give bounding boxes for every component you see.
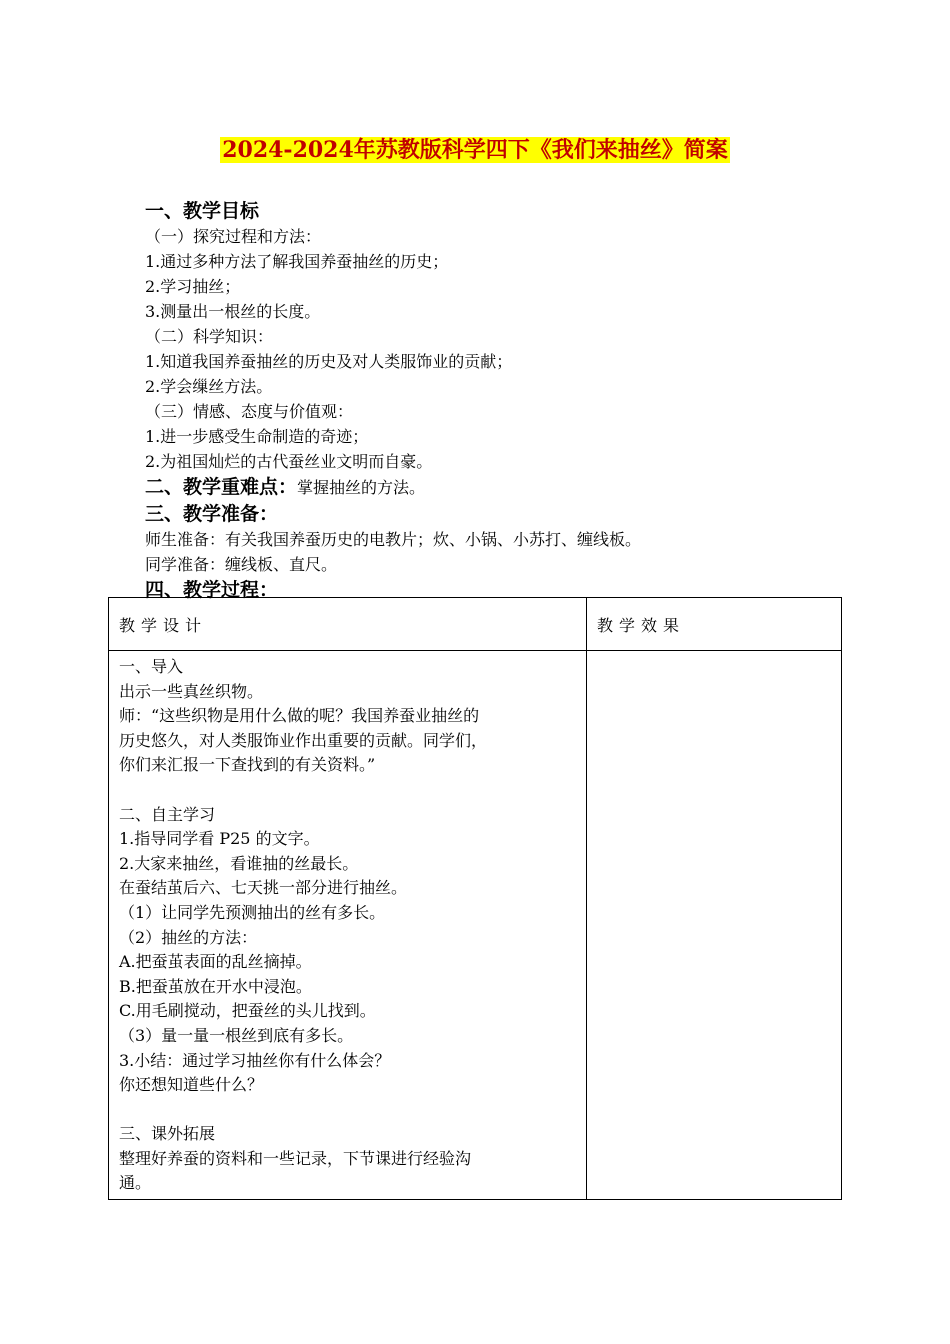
teaching-process-table	[108, 597, 842, 1200]
part2-line: （3）量一量一根丝到底有多长。	[119, 1025, 354, 1045]
section3-line: 师生准备：有关我国养蚕历史的电教片；炊、小锅、小苏打、缠线板。	[145, 530, 642, 549]
section1-sub2: （二）科学知识：	[145, 327, 274, 346]
section1-sub2-item: 2.学会缫丝方法。	[145, 377, 273, 396]
table-row	[109, 651, 842, 1200]
part2-line: B.把蚕茧放在开水中浸泡。	[119, 976, 312, 996]
section1-heading: 一、教学目标	[145, 200, 260, 222]
section2-heading-line	[145, 474, 845, 501]
part2-line: C.用毛刷搅动，把蚕丝的头儿找到。	[119, 1001, 376, 1021]
section3-heading: 三、教学准备：	[145, 503, 279, 525]
col-effect-header: 教学效果	[587, 598, 842, 651]
title-text: 2024-2024年苏教版科学四下《我们来抽丝》简案	[222, 137, 728, 163]
part1-line: 出示一些真丝织物。	[119, 681, 264, 701]
part3-line: 通。	[119, 1173, 152, 1193]
part2-line: 在蚕结茧后六、七天挑一部分进行抽丝。	[119, 878, 408, 898]
part2-line: 1.指导同学看 P25 的文字。	[119, 829, 320, 849]
section1-sub2-item: 1.知道我国养蚕抽丝的历史及对人类服饰业的贡献；	[145, 352, 513, 371]
effect-cell	[587, 651, 842, 1200]
section1-sub1-item: 1.通过多种方法了解我国养蚕抽丝的历史；	[145, 252, 449, 271]
design-cell	[109, 651, 587, 1200]
section4-heading: 四、教学过程：	[145, 579, 279, 601]
section2-text: 掌握抽丝的方法。	[297, 478, 426, 497]
part2-line: （2）抽丝的方法：	[119, 927, 258, 947]
part2-line: 2.大家来抽丝，看谁抽的丝最长。	[119, 853, 359, 873]
part1-title: 一、导入	[119, 657, 184, 676]
part2-title: 二、自主学习	[119, 804, 216, 824]
section1-sub3-item: 1.进一步感受生命制造的奇迹；	[145, 427, 369, 446]
part3-line: 整理好养蚕的资料和一些记录，下节课进行经验沟	[119, 1148, 472, 1168]
part2-line: A.把蚕茧表面的乱丝摘掉。	[119, 952, 312, 972]
part1-line: 历史悠久，对人类服饰业作出重要的贡献。同学们，	[119, 730, 488, 750]
part2-line: 你还想知道些什么？	[119, 1075, 264, 1095]
section1-sub3-item: 2.为祖国灿烂的古代蚕丝业文明而自豪。	[145, 452, 433, 471]
table-header-row	[109, 598, 842, 651]
document-title	[0, 133, 950, 167]
part2-line: 3.小结：通过学习抽丝你有什么体会？	[119, 1050, 391, 1070]
section1-sub3: （三）情感、态度与价值观：	[145, 402, 354, 421]
part1-line: 师：“这些织物是用什么做的呢？我国养蚕业抽丝的	[119, 706, 480, 726]
section1-sub1-item: 3.测量出一根丝的长度。	[145, 302, 321, 321]
part2-line: （1）让同学先预测抽出的丝有多长。	[119, 902, 386, 922]
document-body	[145, 198, 845, 603]
part3-title: 三、课外拓展	[119, 1124, 216, 1144]
part1-line: 你们来汇报一下查找到的有关资料。”	[119, 755, 376, 775]
section3-line: 同学准备：缠线板、直尺。	[145, 555, 338, 574]
section1-sub1-item: 2.学习抽丝；	[145, 277, 241, 296]
section1-sub1: （一）探究过程和方法：	[145, 227, 322, 246]
col-design-header: 教学设计	[109, 598, 587, 651]
section2-heading: 二、教学重难点：	[145, 476, 298, 498]
